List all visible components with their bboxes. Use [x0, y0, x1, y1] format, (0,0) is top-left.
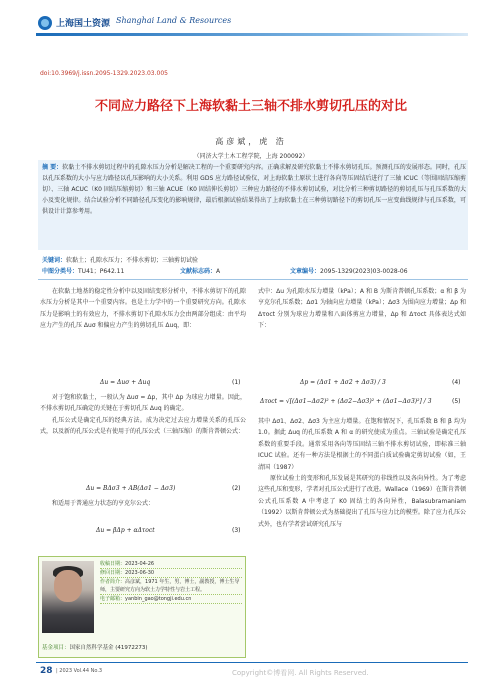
- article-id-value: 2095-1329(2023)03-0028-06: [320, 268, 408, 275]
- author-info: [100, 560, 242, 604]
- body-text: 原位试验土的变形和孔压发展是其研究的非线性以及各向异性。为了考虑这些孔压和变形，学者对孔压公式进行了改进。Wallace（1969）: [258, 475, 466, 494]
- author-affiliation: （同济大学土木工程学院，上海 200092）: [193, 153, 309, 160]
- equation-4-number: (4): [452, 379, 461, 386]
- equation-1: Δu = Δuσ + Δuq: [100, 379, 151, 386]
- clc-number: [42, 266, 124, 275]
- received-date: [100, 560, 242, 569]
- body-left-column-3: [40, 498, 246, 509]
- doi-link[interactable]: doi:10.3969/j.issn.2095-1329.2023.03.005: [40, 70, 168, 77]
- code-label: 文献标志码：: [180, 268, 217, 275]
- article-id-label: 文章编号：: [290, 268, 321, 275]
- keywords-label: 关键词：: [42, 257, 67, 264]
- equation-4: Δp = (Δσ1 + Δσ2 + Δσ3) / 3: [300, 379, 386, 386]
- revised-label: 修回日期：: [100, 570, 126, 576]
- author-bio-text: 高彦斌，1971 年生，男，博士，副教授，博士生导师，主要研究方向为软土力学特性与岩土工程。: [100, 579, 240, 593]
- journal-name-en: Shanghai Land & Resources: [116, 16, 232, 25]
- author-bio-label: 作者简介：: [100, 579, 126, 585]
- keywords-text: 软黏土；孔隙水压力；不排水剪切；三轴剪切试验: [66, 257, 199, 264]
- body-paragraph: 对于饱和软黏土，一般认为 Δuσ = Δp，其中 Δp 为球应力增量。因此，不排水剪切孔压确定的关键在于剪切孔压 Δuq 的确定。: [40, 394, 246, 413]
- equation-3: Δu = βΔp + αΔτoct: [96, 527, 155, 534]
- body-paragraph: 和适用于普通应力状态的亨克尔公式：: [52, 500, 155, 507]
- body-text: 在斯肯普顿公式孔压系数 A 中考虑了 K0 固结土的各向异性，Balasubramaniam（1992）: [258, 486, 466, 517]
- email-label: 电子邮箱：: [100, 596, 126, 602]
- body-paragraph: 孔压公式是确定孔压的经典方法。成为决定过去应力增量关系的孔压公式，以及新的孔压公式是有使用于的孔压公式（三轴压缩）的斯肯普顿公式：: [40, 416, 246, 436]
- keywords: [42, 255, 198, 264]
- body-right-column: [258, 286, 466, 332]
- abstract-text: 软黏土不排水剪切过程中的孔隙水压力分析是解决工程的一个重要研究内容。正确求解及研究软黏土不排水剪切孔压。预测孔压的发展形态。同时，孔压以孔压系数的大小与应力路径以孔压影响的大小关系。利用 GDS 应力路径试验仪，对上海软黏土原状土进行各向等压固结后进行了三轴 ICUC（等围固结压缩剪切）、三轴 ACUC（K0 固结压缩剪切）和三轴 ACUE（K0 固结伸长剪切）三种应力路径的不排水剪切试验，对比分析三种剪切路径的剪切孔压与孔压系数的大小及变化规律。结合试验分析不同路径孔压变化的影响规律，最后根据试验结果得出了上海软黏土在三种剪切路径下的剪切孔压一应变曲线规律与孔压系数，可供设计计算参考用。: [42, 164, 466, 215]
- equation-3-number: (3): [232, 527, 241, 534]
- section-divider: [38, 279, 468, 280]
- code-value: A: [216, 268, 221, 275]
- fund-label: 基金项目：: [42, 645, 70, 651]
- journal-logo-icon: [38, 16, 52, 30]
- revised-value: 2023-06-30: [125, 570, 155, 576]
- article-authors: 高彦斌，虎 浩: [215, 137, 287, 146]
- author-bio: [100, 578, 242, 595]
- body-right-column-2: [258, 416, 466, 530]
- equation-5-number: (5): [452, 398, 461, 405]
- body-paragraph: [258, 473, 466, 530]
- clc-label: 中图分类号：: [42, 268, 79, 275]
- header-divider: [36, 33, 468, 36]
- body-left-column-2: [40, 392, 246, 438]
- body-paragraph: 式中：Δu 为孔隙水压力增量（kPa）；A 和 B 为斯肯普顿孔压系数；α 和 β 为亨克尔孔压系数；Δσ1 为轴向应力增量（kPa）；Δσ3 为围向应力增量；Δp 和 Δτoct 分别为球应力增量和八面体剪应力增量，Δp 和 Δτoct 具体表达式如下：: [258, 288, 466, 330]
- document-code: [180, 266, 220, 275]
- body-left-column: [40, 286, 246, 332]
- revised-date: [100, 569, 242, 578]
- footer-divider: [36, 662, 468, 663]
- clc-value: TU41；P642.11: [78, 268, 125, 275]
- body-paragraph: 在软黏土地基的稳定性分析中以及固结变形分析中，不排水剪切下的孔隙水压力分析是其中一个重要内容。也是土力学中的一个重要研究方向。孔隙水压力是影响土的有效应力，不排水剪切下孔隙水压力会由两部分组成：由平均应力产生的孔压 Δuσ 和偏应力产生的剪切孔压 Δuq，即：: [40, 288, 246, 330]
- fund-value: 国家自然科学基金 (41972273): [69, 645, 148, 651]
- article-title: 不同应力路径下上海软黏土三轴不排水剪切孔压的对比: [94, 99, 407, 114]
- equation-5: Δτoct = √[(Δσ1−Δσ2)² + (Δσ2−Δσ3)² + (Δσ1−Δσ3)²] / 3: [260, 398, 432, 405]
- body-text: 以斯肯普顿公式为基础提出了孔压与应力比的模型。除了应力孔压公式外，也有学者尝试研究孔压与: [258, 509, 466, 528]
- abstract: [42, 162, 466, 217]
- article-id: [290, 266, 408, 275]
- abstract-label: 摘 要：: [42, 164, 63, 171]
- received-value: 2023-04-26: [125, 561, 155, 567]
- copyright-watermark: Copyright©博看网. All Rights Reserved.: [232, 669, 369, 677]
- fund-info: [42, 643, 148, 651]
- equation-2: Δu = BΔσ3 + AB(Δσ1 − Δσ3): [86, 485, 176, 492]
- body-paragraph: 其中 Δσ1、Δσ2、Δσ3 为主应力增量。在饱和情况下，孔压系数 B 和 β 均为 1.0。据此 Δuq 的孔压系数 A 和 α 的研究使成为重点。三轴试验是确定孔压系数的重要手段。通常采用各向等压固结三轴不排水剪切试验，即标准三轴 ICUC 试验。还有一种方法是根据土的不同蛋白质试验确定剪切试验（如，王清国（1987）: [258, 418, 466, 471]
- equation-1-number: (1): [232, 379, 241, 386]
- journal-name-cn: 上海国土资源: [56, 19, 111, 29]
- equation-2-number: (2): [232, 485, 241, 492]
- page-number: 28: [40, 666, 53, 676]
- received-label: 收稿日期：: [100, 561, 126, 567]
- author-email: [100, 595, 242, 604]
- email-link[interactable]: yanbin_gao@tongji.edu.cn: [125, 596, 192, 602]
- issue-info: | 2023 Vol.44 No.3: [56, 668, 103, 674]
- author-photo-face: [54, 570, 82, 602]
